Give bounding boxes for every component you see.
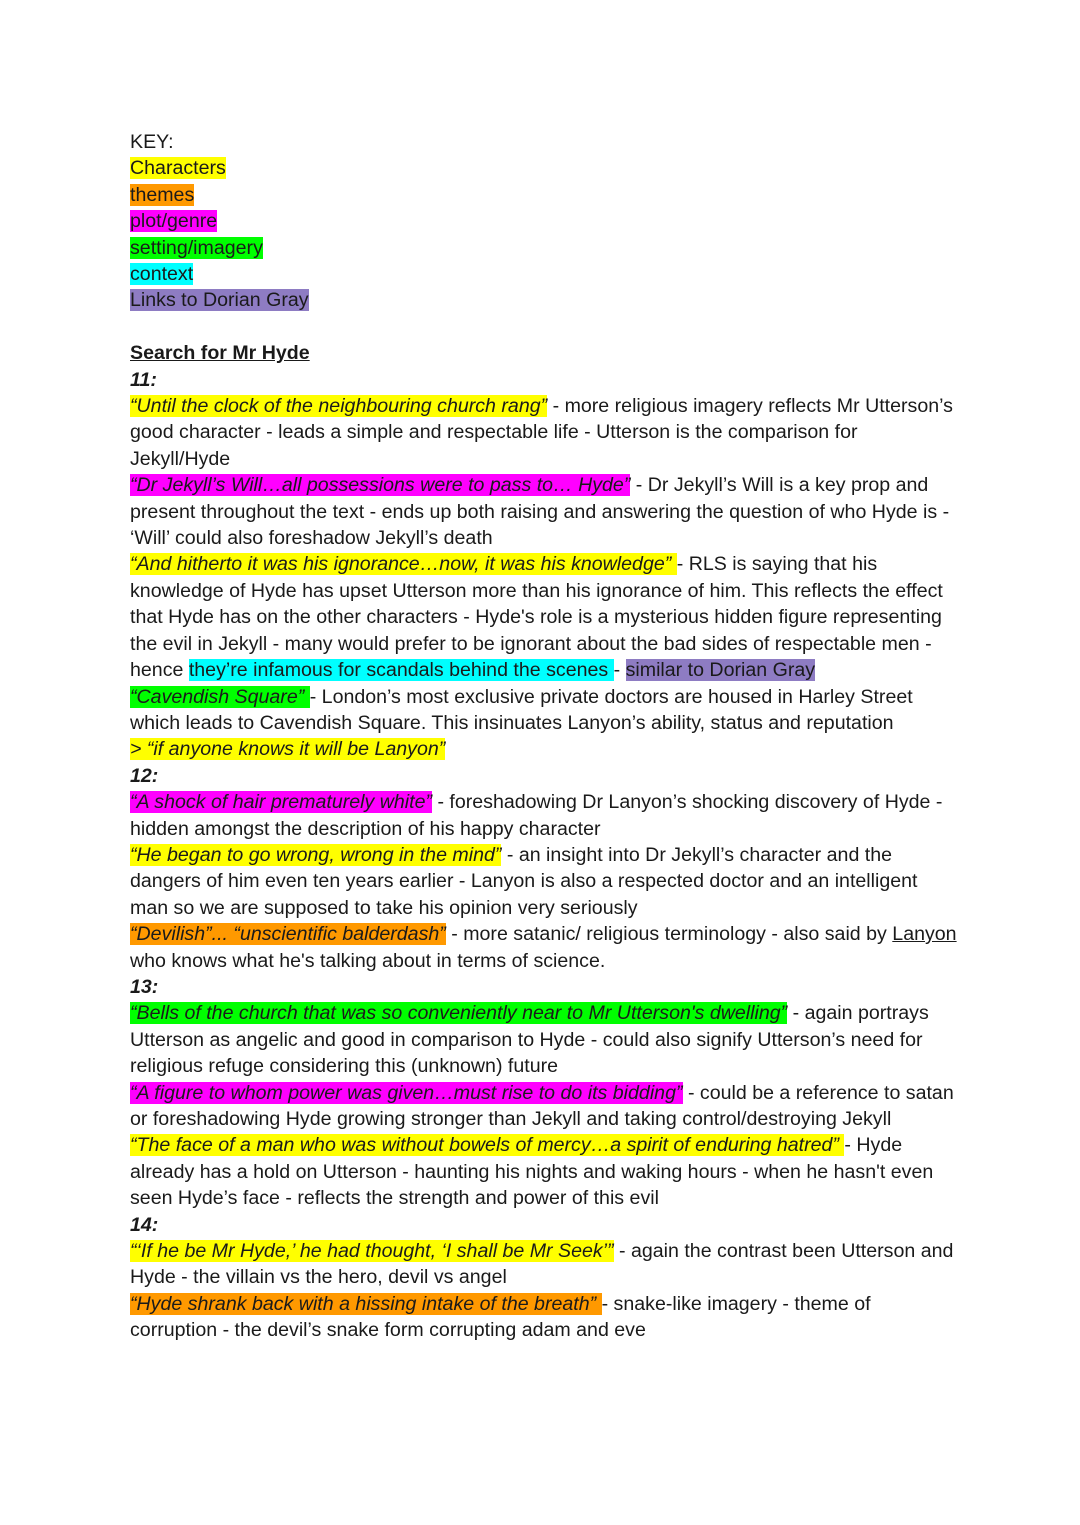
note-entry [130, 842, 960, 921]
analysis-text: - could be a reference to satan or foreshadowing Hyde growing stronger than Jekyll and taking control/destroying Jekyll [130, 1081, 954, 1131]
note-entry [130, 551, 960, 683]
quote-characters: “He began to go wrong, wrong in the mind” [130, 843, 502, 866]
quote-characters: “The face of a man who was without bowels of mercy…a spirit of enduring hatred” [130, 1134, 845, 1157]
analysis-text: - snake-like imagery - theme of corruption - the devil’s snake form corrupting adam and eve [130, 1292, 871, 1342]
note-entry [130, 921, 960, 974]
analysis-text: who knows what he's talking about in terms of science. [130, 949, 606, 972]
chapter-number-11: 11: [130, 368, 157, 391]
note-entry [130, 1132, 960, 1211]
quote-setting: “Cavendish Square” [130, 685, 310, 708]
quote-characters: “Until the clock of the neighbouring church rang” [130, 395, 548, 418]
note-entry [130, 393, 960, 472]
key-dorian-gray: Links to Dorian Gray [130, 289, 309, 312]
note-entry [130, 1291, 960, 1344]
key-characters: Characters [130, 157, 226, 180]
separator-text: - [613, 659, 626, 682]
quote-plot: “A shock of hair prematurely white” [130, 791, 432, 814]
analysis-text: - again the contrast been Utterson and Hyde - the villain vs the hero, devil vs angel [130, 1240, 954, 1289]
analysis-text: - more satanic/ religious terminology - also said by [445, 923, 893, 946]
analysis-text: - more religious imagery reflects Mr Utterson’s good character - leads a simple and respectable life - Utterson is the comparison for Jekyll/Hyde [130, 395, 953, 470]
quote-plot: “A figure to whom power was given…must rise to do its bidding” [130, 1081, 683, 1104]
chapter-number-12: 12: [130, 764, 159, 787]
chapter-number-14: 14: [130, 1213, 159, 1236]
quote-themes: “Devilish”... “unscientific balderdash” [130, 923, 446, 946]
note-entry [130, 1080, 960, 1133]
analysis-text: - London’s most exclusive private doctors are housed in Harley Street which leads to Cavendish Square. This insinuates Lanyon’s ability, status and reputation [130, 685, 913, 734]
quote-plot: “Dr Jekyll’s Will…all possessions were to pass to… Hyde” [130, 474, 631, 497]
underlined-name: Lanyon [892, 923, 957, 946]
note-entry [130, 684, 960, 737]
context-highlight: they’re infamous for scandals behind the scenes [188, 659, 614, 682]
quote-followup: > “if anyone knows it will be Lanyon” [130, 738, 446, 761]
note-entry [130, 789, 960, 842]
note-entry [130, 1238, 960, 1291]
analysis-text: - an insight into Dr Jekyll’s character and the dangers of him even ten years earlier - Lanyon is also a respected doctor and an intelligent man so we are supposed to take his opinion very seriously [130, 843, 918, 919]
quote-setting: “Bells of the church that was so conveniently near to Mr Utterson's dwelling” [130, 1002, 788, 1025]
key-setting-imagery: setting/imagery [130, 236, 263, 259]
analysis-text: - foreshadowing Dr Lanyon’s shocking discovery of Hyde - hidden amongst the description of his happy character [130, 791, 943, 840]
analysis-text: - again portrays Utterson as angelic and good in comparison to Hyde - could also signify Utterson’s need for religious refuge considering this (unknown) future [130, 1002, 929, 1078]
note-entry [130, 1000, 960, 1079]
key-title: KEY: [130, 131, 174, 153]
section-heading: Search for Mr Hyde [130, 342, 310, 365]
chapter-number-13: 13: [130, 975, 159, 998]
analysis-text: - Dr Jekyll’s Will is a key prop and present throughout the text - ends up both raising and answering the question of who Hyde is - ‘Will’ could also foreshadow Jekyll’s death [130, 474, 950, 550]
quote-characters: “And hitherto it was his ignorance…now, it was his knowledge” [130, 553, 677, 576]
analysis-text: - Hyde already has a hold on Utterson - haunting his nights and waking hours - when he hasn't even seen Hyde’s face - reflects the strength and power of this evil [130, 1134, 934, 1210]
key-plot-genre: plot/genre [130, 210, 218, 233]
key-themes: themes [130, 183, 195, 206]
note-entry [130, 472, 960, 551]
quote-themes: “Hyde shrank back with a hissing intake of the breath” [130, 1292, 602, 1315]
notes-document [130, 129, 960, 1344]
dorian-gray-highlight: similar to Dorian Gray [625, 659, 816, 682]
quote-characters: “‘If he be Mr Hyde,’ he had thought, ‘I shall be Mr Seek’” [130, 1240, 614, 1263]
analysis-text: - RLS is saying that his knowledge of Hyde has upset Utterson more than his ignorance of him. This reflects the effect that Hyde has on the other characters - Hyde's role is a mysterious hidden figure representing the evil in Jekyll - many would prefer to be ignorant about the bad sides of respectable men - hence [130, 553, 943, 682]
key-context: context [130, 263, 194, 286]
